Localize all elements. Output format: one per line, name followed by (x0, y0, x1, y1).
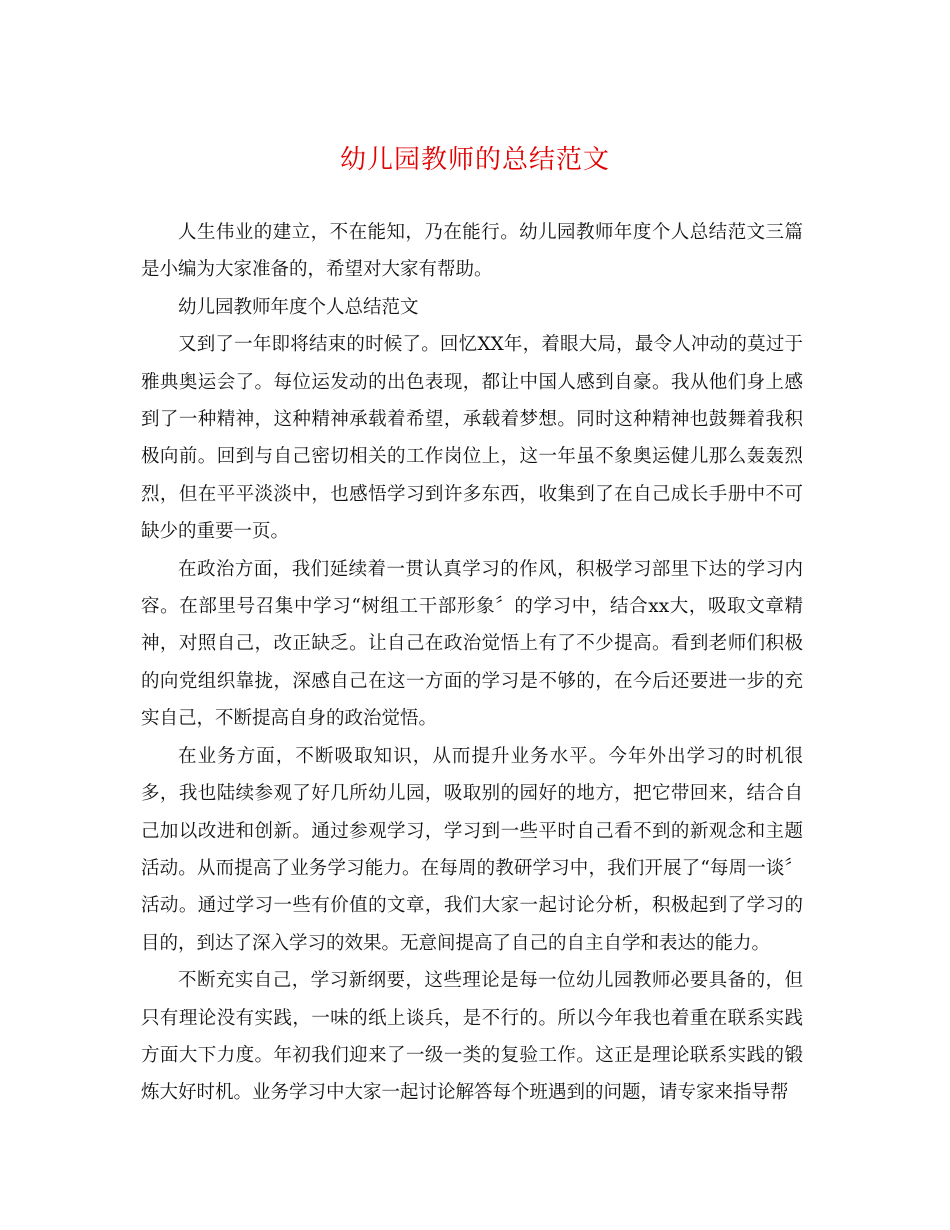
body-paragraph: 在政治方面，我们延续着一贯认真学习的作风，积极学习部里下达的学习内容。在部里号召集中学习“树组工干部形象〞的学习中，结合xx大，吸取文章精神，对照自己，改正缺乏。让自己在政治觉悟上有了不少提高。看到老师们积极的向党组织靠拢，深感自己在这一方面的学习是不够的，在今后还要进一步的充实自己，不断提高自身的政治觉悟。 (141, 558, 803, 730)
document-title: 幼儿园教师的总结范文 (339, 145, 610, 175)
intro-paragraph: 人生伟业的建立，不在能知，乃在能行。幼儿园教师年度个人总结范文三篇是小编为大家准备的，希望对大家有帮助。 (141, 222, 803, 281)
document-body (141, 214, 803, 1112)
body-paragraph: 在业务方面，不断吸取知识，从而提升业务水平。今年外出学习的时机很多，我也陆续参观了好几所幼儿园，吸取别的园好的地方，把它带回来，结合自己加以改进和创新。通过参观学习，学习到一些平时自己看不到的新观念和主题活动。从而提高了业务学习能力。在每周的教研学习中，我们开展了“每周一谈〞活动。通过学习一些有价值的文章，我们大家一起讨论分析，积极起到了学习的目的，到达了深入学习的效果。无意间提高了自己的自主自学和表达的能力。 (141, 745, 803, 954)
section-subheading: 幼儿园教师年度个人总结范文 (178, 296, 419, 318)
body-paragraph: 不断充实自己，学习新纲要，这些理论是每一位幼儿园教师必要具备的，但只有理论没有实践，一味的纸上谈兵，是不行的。所以今年我也着重在联系实践方面大下力度。年初我们迎来了一级一类的复验工作。这正是理论联系实践的锻炼大好时机。业务学习中大家一起讨论解答每个班遇到的问题，请专家来指导帮 (141, 970, 803, 1104)
body-paragraph: 又到了一年即将结束的时候了。回忆XX年，着眼大局，最令人冲动的莫过于雅典奥运会了。每位运发动的出色表现，都让中国人感到自豪。我从他们身上感到了一种精神，这种精神承载着希望，承载着梦想。同时这种精神也鼓舞着我积极向前。回到与自己密切相关的工作岗位上，这一年虽不象奥运健儿那么轰轰烈烈，但在平平淡淡中，也感悟学习到许多东西，收集到了在自己成长手册中不可缺少的重要一页。 (141, 334, 803, 543)
